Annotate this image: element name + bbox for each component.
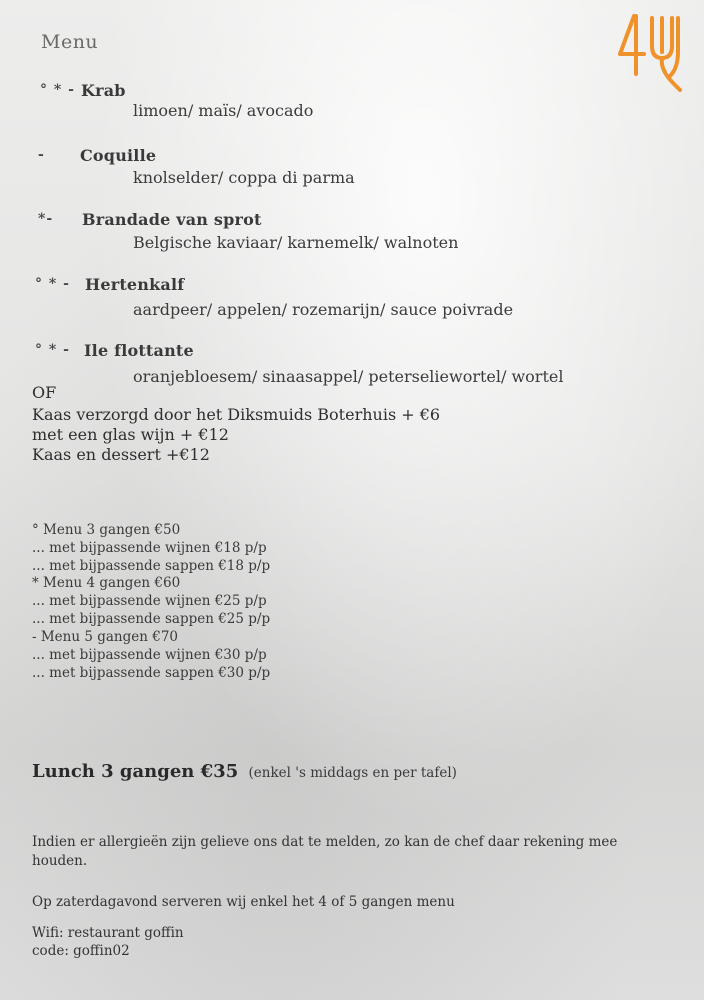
wifi-name: Wifi: restaurant goffin: [32, 925, 184, 941]
course-description: Belgische kaviaar/ karnemelk/ walnoten: [133, 233, 459, 252]
price-line: ... met bijpassende sappen €25 p/p: [32, 611, 271, 627]
course-name: Hertenkalf: [85, 275, 185, 294]
course-marker: *-: [38, 211, 54, 227]
lunch-note: (enkel 's middags en per tafel): [248, 765, 457, 781]
course-name: Coquille: [80, 146, 157, 165]
cheese-option: Kaas verzorgd door het Diksmuids Boterhuis + €6: [32, 405, 441, 424]
lunch-title: Lunch 3 gangen €35: [32, 761, 239, 782]
price-line: ... met bijpassende sappen €30 p/p: [32, 665, 271, 681]
or-label: OF: [32, 383, 57, 402]
menu-heading: Menu: [41, 31, 99, 53]
cheese-wine-option: met een glas wijn + €12: [32, 425, 229, 444]
course-marker: -: [38, 147, 45, 163]
allergy-note: Indien er allergieën zijn gelieve ons dat te melden, zo kan de chef daar rekening mee houden.: [32, 834, 618, 869]
course-description: oranjebloesem/ sinaasappel/ peterseliewortel/ wortel: [133, 367, 564, 386]
price-line: - Menu 5 gangen €70: [32, 629, 178, 645]
wifi-code: code: goffin02: [32, 943, 130, 959]
cheese-dessert-option: Kaas en dessert +€12: [32, 445, 210, 464]
course-name: Brandade van sprot: [82, 210, 262, 229]
price-line: ... met bijpassende sappen €18 p/p: [32, 558, 271, 574]
course-description: aardpeer/ appelen/ rozemarijn/ sauce poivrade: [133, 300, 514, 319]
course-name: Krab: [81, 81, 126, 100]
course-marker: ° * -: [35, 276, 70, 292]
price-line: ° Menu 3 gangen €50: [32, 522, 181, 538]
course-description: knolselder/ coppa di parma: [133, 168, 355, 187]
price-line: ... met bijpassende wijnen €25 p/p: [32, 593, 267, 609]
course-marker: ° * -: [35, 342, 70, 358]
price-line: ... met bijpassende wijnen €30 p/p: [32, 647, 267, 663]
course-description: limoen/ maïs/ avocado: [133, 101, 314, 120]
lunch-offer: [32, 761, 457, 782]
course-name: Ile flottante: [84, 341, 194, 360]
restaurant-logo-icon: [614, 12, 688, 92]
saturday-note: Op zaterdagavond serveren wij enkel het 4 of 5 gangen menu: [32, 894, 455, 910]
course-marker: ° * -: [40, 82, 75, 98]
price-line: ... met bijpassende wijnen €18 p/p: [32, 540, 267, 556]
price-line: * Menu 4 gangen €60: [32, 575, 181, 591]
